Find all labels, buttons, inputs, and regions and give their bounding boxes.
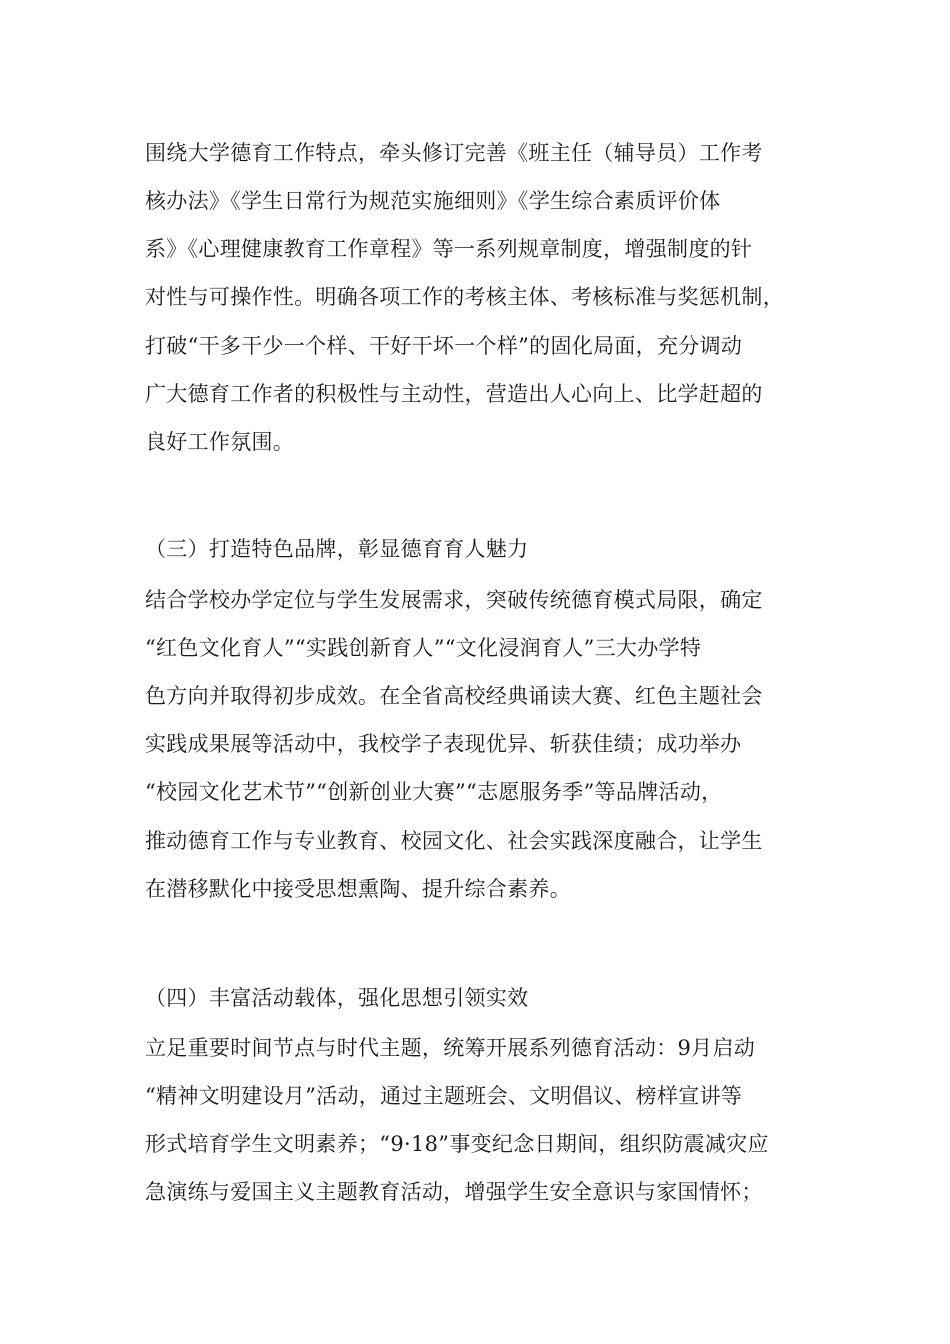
paragraph-line: 核办法》《学生日常行为规范实施细则》《学生综合素质评价体 (145, 189, 721, 213)
paragraph-line: 推动德育工作与专业教育、校园文化、社会实践深度融合，让学生 (145, 829, 763, 853)
paragraph-line: 急演练与爱国主义主题教育活动，增强学生安全意识与家国情怀； (145, 1180, 763, 1204)
paragraph-line: 在潜移默化中接受思想熏陶、提升综合素养。 (145, 877, 571, 901)
paragraph-line: 实践成果展等活动中，我校学子表现优异、斩获佳绩；成功举办 (145, 732, 742, 756)
paragraph-line: 形式培育学生文明素养；“9·18”事变纪念日期间，组织防震减灾应 (145, 1132, 769, 1156)
paragraph-line: 色方向并取得初步成效。在全省高校经典诵读大赛、红色主题社会 (145, 684, 763, 708)
paragraph-line: 良好工作氛围。 (145, 430, 295, 454)
paragraph-line: 对性与可操作性。明确各项工作的考核主体、考核标准与奖惩机制， (145, 285, 784, 309)
paragraph-line: 打破“干多干少一个样、干好干坏一个样”的固化局面，充分调动 (145, 334, 743, 358)
paragraph-line: 立足重要时间节点与时代主题，统筹开展系列德育活动：9月启动 (145, 1036, 756, 1060)
paragraph-line: 系》《心理健康教育工作章程》等一系列规章制度，增强制度的针 (145, 237, 753, 261)
paragraph-line: “精神文明建设月”活动，通过主题班会、文明倡议、榜样宣讲等 (145, 1084, 743, 1108)
paragraph-line: 围绕大学德育工作特点，牵头修订完善《班主任（辅导员）工作考 (145, 141, 763, 165)
section-heading: （三）打造特色品牌，彰显德育育人魅力 (145, 537, 529, 561)
paragraph-line: 结合学校办学定位与学生发展需求，突破传统德育模式局限，确定 (145, 588, 763, 612)
paragraph-line: 广大德育工作者的积极性与主动性，营造出人心向上、比学赶超的 (145, 382, 763, 406)
paragraph-line: “校园文化艺术节”“创新创业大赛”“志愿服务季”等品牌活动， (145, 780, 723, 804)
paragraph-line: “红色文化育人”“实践创新育人”“文化浸润育人”三大办学特 (145, 636, 702, 660)
section-heading: （四）丰富活动载体，强化思想引领实效 (145, 986, 529, 1010)
